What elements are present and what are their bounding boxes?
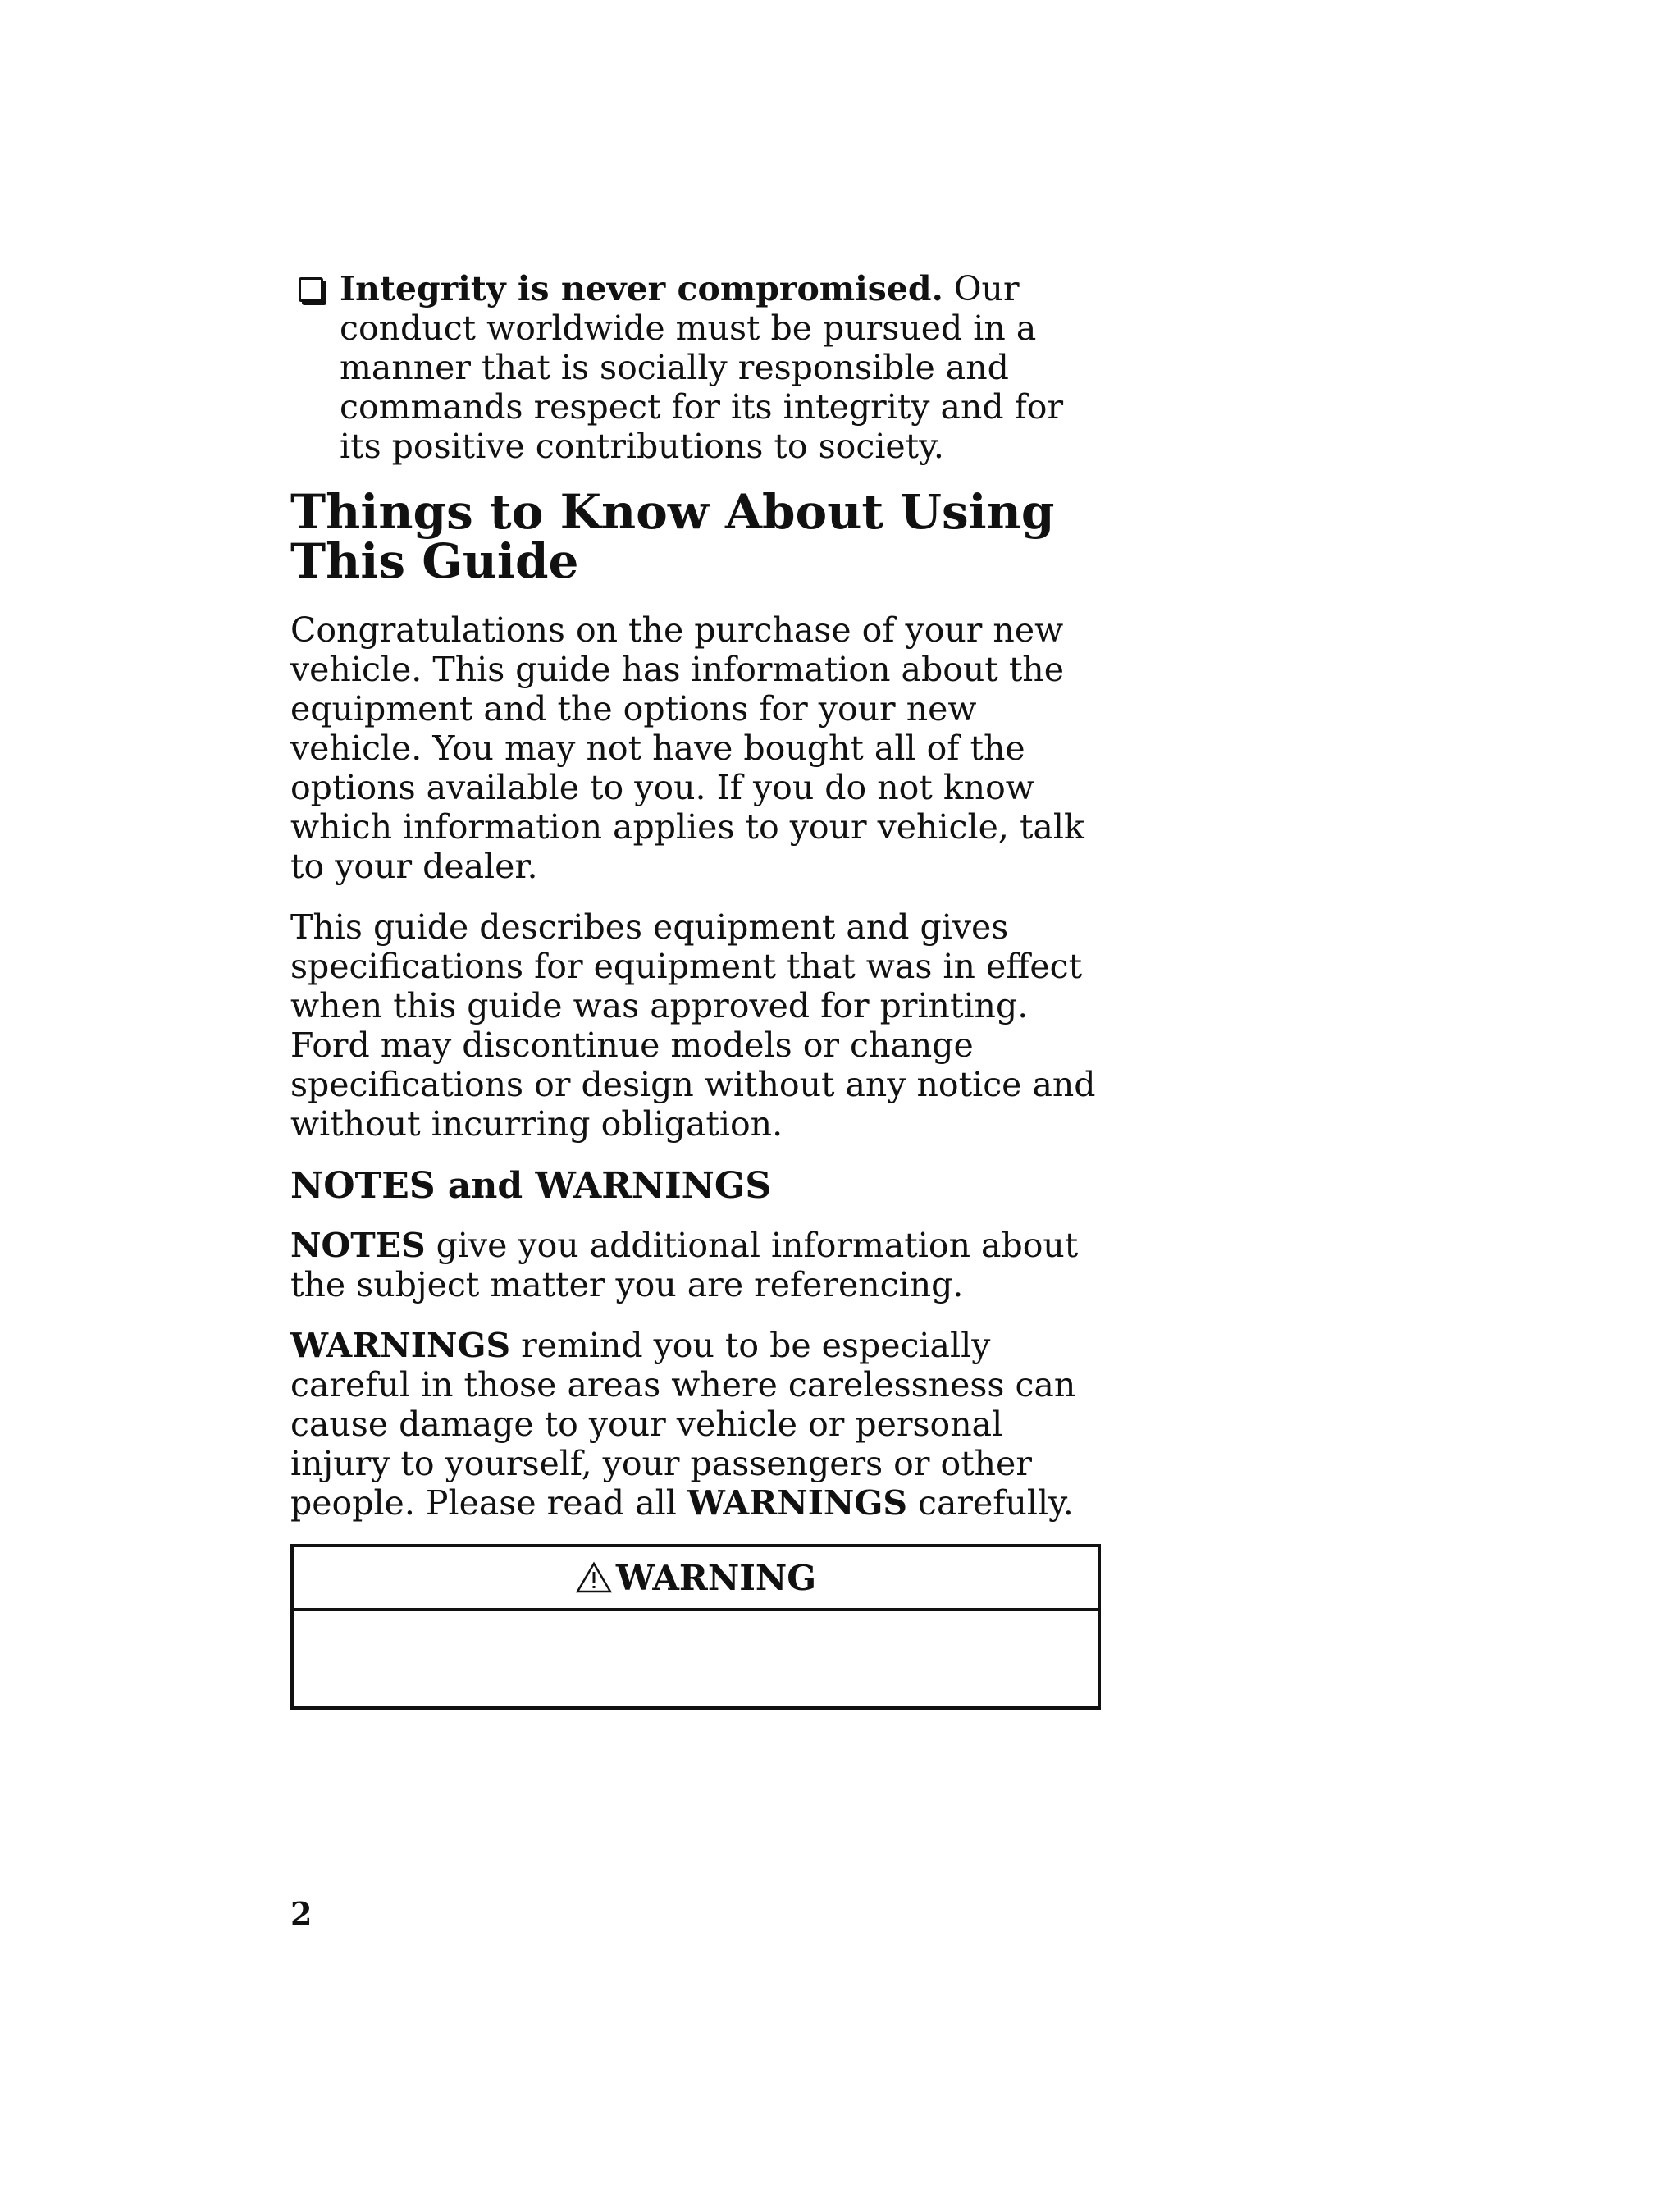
page-content: [290, 269, 1111, 1710]
integrity-bullet: [290, 269, 1111, 466]
intro-paragraph-2: This guide describes equipment and gives specifications for equipment that was in effect when this guide was approved for printing. Ford may discontinue models or change specifications or design without any notice and without incurring obligation.: [290, 907, 1096, 1144]
page-number: 2: [290, 1895, 313, 1932]
warnings-text: remind you to be especially careful in those areas where carelessness can cause damage to your vehicle or personal injury to yourself, your passengers or other people. Please read all: [290, 1326, 1076, 1523]
warnings-term: WARNINGS: [290, 1326, 511, 1365]
warning-box: [290, 1544, 1101, 1710]
notes-text: give you additional information about the subject matter you are referencing.: [290, 1226, 1079, 1304]
checkbox-bullet-icon: [299, 277, 323, 302]
intro-paragraph-1: Congratulations on the purchase of your new vehicle. This guide has information about the equipment and the options for your new vehicle. You may not have bought all of the options available to you. If you do not know which information applies to your vehicle, talk to your dealer.: [290, 610, 1084, 886]
bullet-text: Our conduct worldwide must be pursued in a manner that is socially responsible and commands respect for its integrity and for its positive contributions to society.: [340, 269, 1064, 466]
warnings-term-2: WARNINGS: [687, 1483, 907, 1523]
bullet-lead: Integrity is never compromised.: [340, 269, 943, 308]
warning-box-body: [294, 1611, 1098, 1706]
warning-box-label: WARNING: [615, 1557, 817, 1598]
warnings-text-2: carefully.: [906, 1483, 1074, 1523]
notes-paragraph: [290, 1226, 1111, 1304]
warning-box-header: [294, 1547, 1098, 1611]
section-heading: Things to Know About Using This Guide: [290, 484, 1055, 589]
warning-triangle-icon: [575, 1561, 613, 1594]
notes-warnings-subheading: NOTES and WARNINGS: [290, 1165, 772, 1207]
warnings-paragraph: [290, 1326, 1111, 1523]
notes-term: NOTES: [290, 1226, 426, 1265]
